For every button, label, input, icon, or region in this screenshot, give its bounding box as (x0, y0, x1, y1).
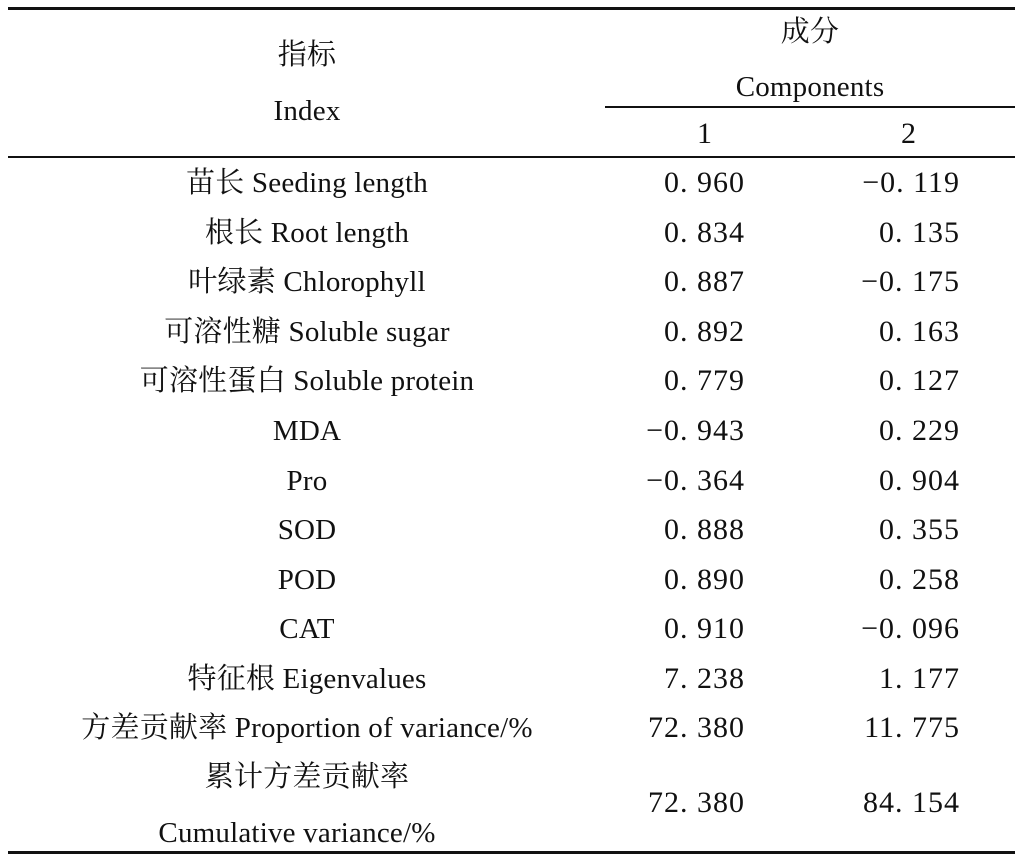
component-2-value: 0. 258 (879, 563, 960, 596)
index-header-en: Index (273, 95, 341, 127)
component-1-value: 7. 238 (664, 662, 745, 695)
component-2-value: 0. 229 (879, 414, 960, 447)
row-index: SOD (277, 514, 337, 546)
component-2-value: 84. 154 (863, 786, 960, 819)
components-header-zh: 成分 (780, 16, 840, 48)
row-index-en: Cumulative variance/% (158, 817, 436, 849)
component-1-value: −0. 943 (646, 414, 745, 447)
component-1-value: 0. 892 (664, 315, 745, 348)
components-rule (605, 106, 1015, 108)
index-header-zh: 指标 (277, 39, 337, 71)
component-2-value: 1. 177 (879, 662, 960, 695)
top-rule (8, 7, 1015, 10)
components-header-en: Components (735, 71, 885, 103)
bottom-rule (8, 851, 1015, 854)
component-2-value: 0. 135 (879, 216, 960, 249)
component-1-value: 0. 888 (664, 513, 745, 546)
component-2-value: 0. 127 (879, 364, 960, 397)
row-index: 根长 Root length (204, 217, 410, 249)
row-index: 苗长 Seeding length (186, 167, 428, 199)
component-2-value: 0. 904 (879, 464, 960, 497)
component-1-value: 0. 887 (664, 265, 745, 298)
row-index: 方差贡献率 Proportion of variance/% (81, 712, 533, 744)
row-index: 可溶性糖 Soluble sugar (164, 316, 450, 348)
row-index: 叶绿素 Chlorophyll (188, 266, 426, 298)
row-index: POD (277, 564, 337, 596)
component-1-value: 72. 380 (648, 711, 745, 744)
component-2-header: 2 (901, 117, 917, 150)
component-1-value: 72. 380 (648, 786, 745, 819)
row-index: Pro (286, 465, 328, 497)
row-index: 可溶性蛋白 Soluble protein (139, 365, 475, 397)
component-1-value: 0. 834 (664, 216, 745, 249)
component-2-value: −0. 119 (862, 166, 960, 199)
row-index: CAT (279, 613, 335, 645)
header-rule (8, 156, 1015, 158)
component-2-value: 0. 163 (879, 315, 960, 348)
component-1-header: 1 (697, 117, 713, 150)
component-1-value: 0. 779 (664, 364, 745, 397)
component-2-value: 0. 355 (879, 513, 960, 546)
component-2-value: 11. 775 (864, 711, 960, 744)
component-1-value: 0. 960 (664, 166, 745, 199)
component-1-value: 0. 910 (664, 612, 745, 645)
row-index-zh: 累计方差贡献率 (204, 761, 410, 793)
component-2-value: −0. 096 (861, 612, 960, 645)
component-1-value: 0. 890 (664, 563, 745, 596)
component-1-value: −0. 364 (646, 464, 745, 497)
component-2-value: −0. 175 (861, 265, 960, 298)
row-index: 特征根 Eigenvalues (187, 663, 427, 695)
row-index: MDA (272, 415, 342, 447)
